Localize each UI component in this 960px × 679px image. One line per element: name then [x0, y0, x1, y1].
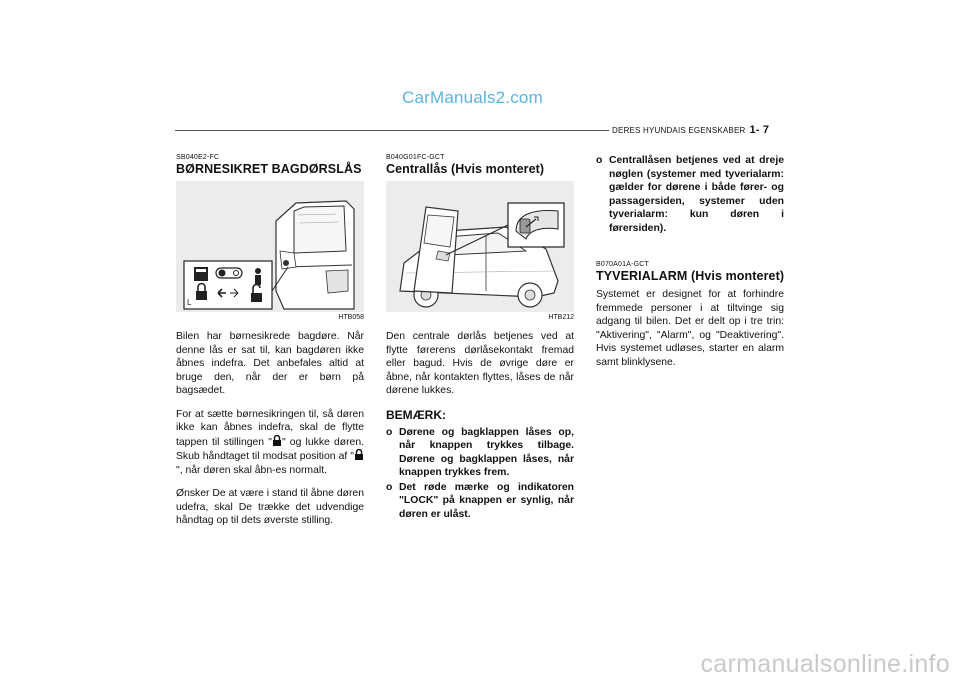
paragraph-1: Systemet er designet for at forhindre fremmede personer i at tiltvinge sig adgang til bilen. Det er delt op i tre trin: "Aktivering", "Alarm", og "Deaktivering". Hvis systemet udløses, starter en alarm samt blinklysene. — [596, 289, 784, 368]
figure-letter: L — [187, 298, 192, 307]
note-title: BEMÆRK: — [386, 407, 446, 422]
paragraph-1: Den centrale dørlås betjenes ved at flytte førerens dørlåsekontakt fremad eller bagud. Hvis de øvrige døre er åbne, når kontakten flyttes, låses de når dørene lukkes. — [386, 331, 574, 396]
page-header — [612, 124, 769, 136]
bullet-text: Dørene og bagklappen låses op, når knappen trykkes tilbage. Dørene og bagklappen låses, når knappen trykkes frem. — [399, 426, 574, 478]
column-central-lock — [386, 154, 574, 522]
paragraph-2-part-c: ", når døren skal åbn-es normalt. — [176, 464, 327, 476]
bullet-text: Det røde mærke og indikatoren "LOCK" på knappen er synlig, når døren er ulåst. — [399, 481, 574, 520]
paragraph-2-part-a: For at sætte børnesikringen til, så døren ikke kan åbnes indefra, skal de flytte tappen til stillingen " — [176, 408, 364, 448]
column-alarm — [596, 154, 784, 379]
lock-icon — [272, 435, 282, 446]
section-heading: TYVERIALARM (Hvis monteret) — [596, 269, 785, 283]
paragraph-2-part-b: " og lukke døren. Skub håndtaget til modsat position af " — [176, 436, 364, 462]
bullet-marker: o — [386, 426, 393, 438]
section-heading: Centrallås (Hvis monteret) — [386, 162, 545, 176]
list-item — [386, 426, 574, 480]
watermark-top[interactable]: CarManuals2.com — [402, 88, 543, 107]
paragraph-1: Bilen har børnesikrede bagdøre. Når denne lås er sat til, kan bagdøren ikke åbnes indefra. Det anbefales altid at bruge den, når der er børn på bagsædet. — [176, 331, 364, 396]
paragraph-3: Ønsker De at være i stand til åbne døren udefra, skal De trække det udvendige håndtag op til dets øverste stilling. — [176, 488, 364, 526]
paragraph-2 — [176, 408, 364, 478]
figure-child-lock — [176, 181, 364, 312]
section-code: B070A01A-GCT — [596, 261, 649, 268]
door-child-lock-illustration — [176, 181, 364, 312]
lock-icon — [354, 449, 364, 460]
section-code: SB040E2-FC — [176, 154, 220, 161]
car-central-lock-illustration — [386, 181, 574, 312]
bullet-marker: o — [596, 155, 603, 166]
list-item — [596, 154, 784, 235]
section-code: B040G01FC-GCT — [386, 154, 445, 161]
section-title: DERES HYUNDAIS EGENSKABER — [612, 126, 746, 135]
column-child-lock — [176, 154, 364, 538]
figure-label: HTB212 — [548, 314, 574, 321]
section-heading: BØRNESIKRET BAGDØRSLÅS — [176, 162, 362, 176]
header-rule — [175, 130, 609, 131]
figure-label: HTB058 — [338, 314, 364, 321]
page-number: 1- 7 — [749, 124, 770, 136]
bullet-marker: o — [386, 481, 393, 493]
figure-central-lock — [386, 181, 574, 312]
watermark-bottom[interactable]: carmanualsonline.info — [700, 650, 950, 678]
bullet-text: Centrallåsen betjenes ved at dreje nøglen (systemer med tyverialarm: gælder for dørene i både fører- og passagersiden, systemer uden tyverialarm: kun døren i førersiden). — [609, 155, 784, 234]
list-item — [386, 481, 574, 522]
